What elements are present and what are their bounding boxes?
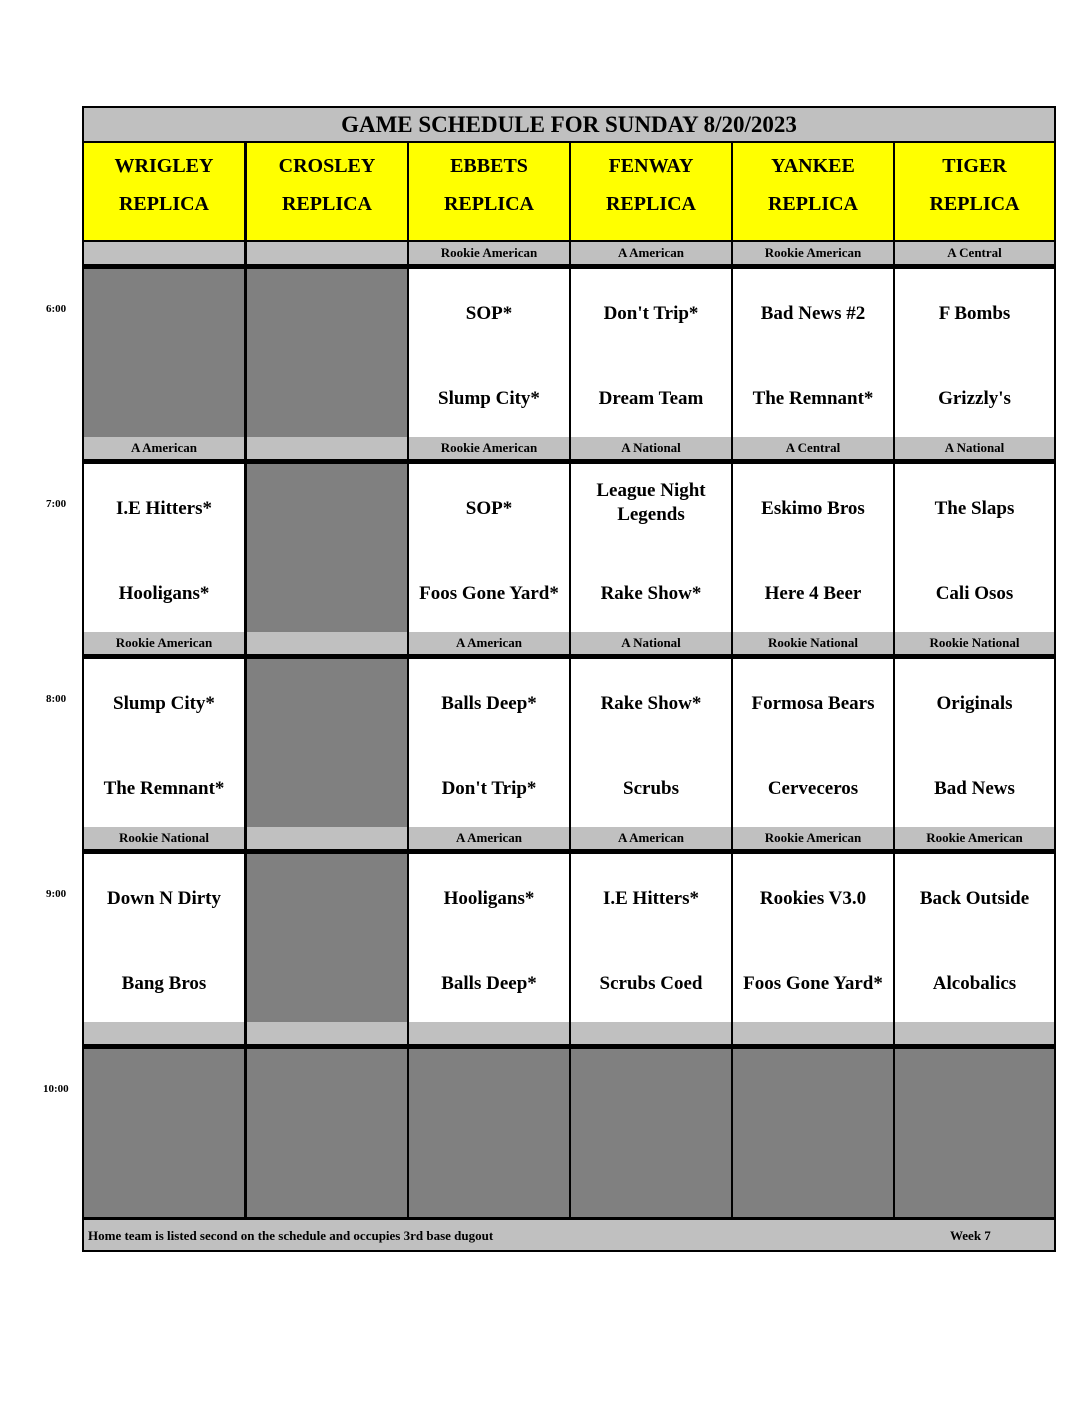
time-label: 7:00	[46, 498, 67, 510]
away-team: Balls Deep*	[441, 693, 537, 714]
week-label: Week 7	[950, 1228, 991, 1243]
game-cell	[409, 659, 569, 827]
field-name: FENWAY	[608, 155, 694, 177]
field-subtitle: REPLICA	[443, 193, 534, 215]
away-team: I.E Hitters*	[115, 498, 213, 519]
empty-slot	[247, 1049, 407, 1217]
division-label: Rookie American	[84, 632, 244, 654]
away-team: Eskimo Bros	[761, 498, 865, 519]
home-team: Don't Trip*	[441, 778, 537, 799]
division-label: Rookie American	[409, 242, 569, 264]
division-label: Rookie American	[409, 437, 569, 459]
division-label	[247, 242, 407, 264]
home-team: Grizzly's	[938, 388, 1011, 409]
field-subtitle: REPLICA	[767, 193, 858, 215]
away-team: Bad News #2	[760, 303, 866, 324]
away-team: Don't Trip*	[603, 303, 699, 324]
field-subtitle: REPLICA	[118, 193, 209, 215]
empty-slot	[84, 269, 244, 437]
game-cell	[571, 854, 731, 1022]
division-label: Rookie American	[895, 827, 1054, 849]
game-cell	[733, 464, 893, 632]
empty-slot	[247, 854, 407, 1022]
footer-bar	[84, 1220, 1054, 1250]
away-team: Rake Show*	[600, 693, 702, 714]
away-team: Back Outside	[919, 888, 1030, 909]
away-team: The Slaps	[934, 498, 1015, 519]
game-cell	[84, 854, 244, 1022]
away-team: SOP*	[465, 303, 513, 324]
division-label	[247, 1022, 407, 1044]
empty-slot	[247, 659, 407, 827]
field-header-tiger	[895, 143, 1054, 240]
away-team: SOP*	[465, 498, 513, 519]
field-subtitle: REPLICA	[929, 193, 1020, 215]
game-cell	[409, 854, 569, 1022]
home-team: Balls Deep*	[441, 973, 537, 994]
field-name: EBBETS	[450, 155, 528, 177]
home-team: The Remnant*	[752, 388, 874, 409]
page-title: GAME SCHEDULE FOR SUNDAY 8/20/2023	[84, 108, 1054, 141]
home-team: Hooligans*	[118, 583, 210, 604]
division-label	[84, 242, 244, 264]
home-team: Scrubs Coed	[599, 973, 703, 994]
game-cell	[895, 659, 1054, 827]
away-team: League Night Legends	[596, 480, 706, 525]
time-label: 6:00	[46, 303, 67, 315]
field-header-yankee	[733, 143, 893, 240]
empty-slot	[84, 1049, 244, 1217]
division-label: Rookie National	[895, 632, 1054, 654]
field-subtitle: REPLICA	[605, 193, 696, 215]
division-label: Rookie American	[733, 242, 893, 264]
division-label: A Central	[733, 437, 893, 459]
division-label: Rookie American	[733, 827, 893, 849]
away-team: Rookies V3.0	[759, 888, 867, 909]
home-team: Cali Osos	[935, 583, 1014, 604]
field-name: TIGER	[942, 155, 1007, 177]
away-team: Formosa Bears	[751, 693, 875, 714]
game-cell	[84, 464, 244, 632]
away-team: Down N Dirty	[107, 888, 221, 909]
game-cell	[733, 659, 893, 827]
field-subtitle: REPLICA	[281, 193, 372, 215]
schedule-grid	[82, 106, 1056, 1252]
field-header-crosley	[247, 143, 407, 240]
game-cell	[409, 269, 569, 437]
empty-slot	[247, 269, 407, 437]
division-label: A American	[409, 827, 569, 849]
division-label: Rookie National	[84, 827, 244, 849]
away-team: F Bombs	[938, 303, 1011, 324]
home-team: Rake Show*	[600, 583, 702, 604]
home-team: Here 4 Beer	[764, 583, 862, 604]
away-team: Originals	[936, 693, 1013, 714]
division-label	[247, 827, 407, 849]
field-name: WRIGLEY	[114, 155, 214, 177]
game-cell	[895, 269, 1054, 437]
game-cell	[571, 269, 731, 437]
division-label: A National	[571, 632, 731, 654]
field-header-wrigley	[84, 143, 244, 240]
home-team: Bang Bros	[121, 973, 207, 994]
division-label	[895, 1022, 1054, 1044]
field-name: YANKEE	[771, 155, 855, 177]
division-label	[571, 1022, 731, 1044]
empty-slot	[571, 1049, 731, 1217]
division-label	[247, 437, 407, 459]
time-label: 10:00	[43, 1083, 69, 1095]
home-team: Bad News	[934, 778, 1015, 799]
game-cell	[733, 854, 893, 1022]
empty-slot	[733, 1049, 893, 1217]
home-team: Scrubs	[623, 778, 679, 799]
game-cell	[895, 464, 1054, 632]
division-label: A American	[571, 242, 731, 264]
division-label: A Central	[895, 242, 1054, 264]
game-cell	[733, 269, 893, 437]
home-team: Dream Team	[598, 388, 704, 409]
division-label: A American	[571, 827, 731, 849]
empty-slot	[247, 464, 407, 632]
home-team: Foos Gone Yard*	[743, 973, 883, 994]
game-cell	[895, 854, 1054, 1022]
home-team: Cerveceros	[767, 778, 859, 799]
game-cell	[409, 464, 569, 632]
division-label: A American	[84, 437, 244, 459]
empty-slot	[409, 1049, 569, 1217]
division-label	[733, 1022, 893, 1044]
field-header-ebbets	[409, 143, 569, 240]
empty-slot	[895, 1049, 1054, 1217]
division-label	[84, 1022, 244, 1044]
time-label: 8:00	[46, 693, 67, 705]
game-cell	[571, 464, 731, 632]
division-label	[247, 632, 407, 654]
away-team: Slump City*	[113, 693, 215, 714]
game-cell	[571, 659, 731, 827]
away-team: I.E Hitters*	[602, 888, 700, 909]
division-label: A American	[409, 632, 569, 654]
away-team: Hooligans*	[443, 888, 535, 909]
game-cell	[84, 659, 244, 827]
field-name: CROSLEY	[278, 155, 376, 177]
home-team: The Remnant*	[103, 778, 225, 799]
footer-note: Home team is listed second on the schedule and occupies 3rd base dugout	[88, 1228, 494, 1243]
home-team: Foos Gone Yard*	[419, 583, 559, 604]
division-label: A National	[571, 437, 731, 459]
division-label: Rookie National	[733, 632, 893, 654]
home-team: Slump City*	[438, 388, 540, 409]
time-label: 9:00	[46, 888, 67, 900]
field-header-fenway	[571, 143, 731, 240]
home-team: Alcobalics	[932, 973, 1017, 994]
division-label: A National	[895, 437, 1054, 459]
division-label	[409, 1022, 569, 1044]
